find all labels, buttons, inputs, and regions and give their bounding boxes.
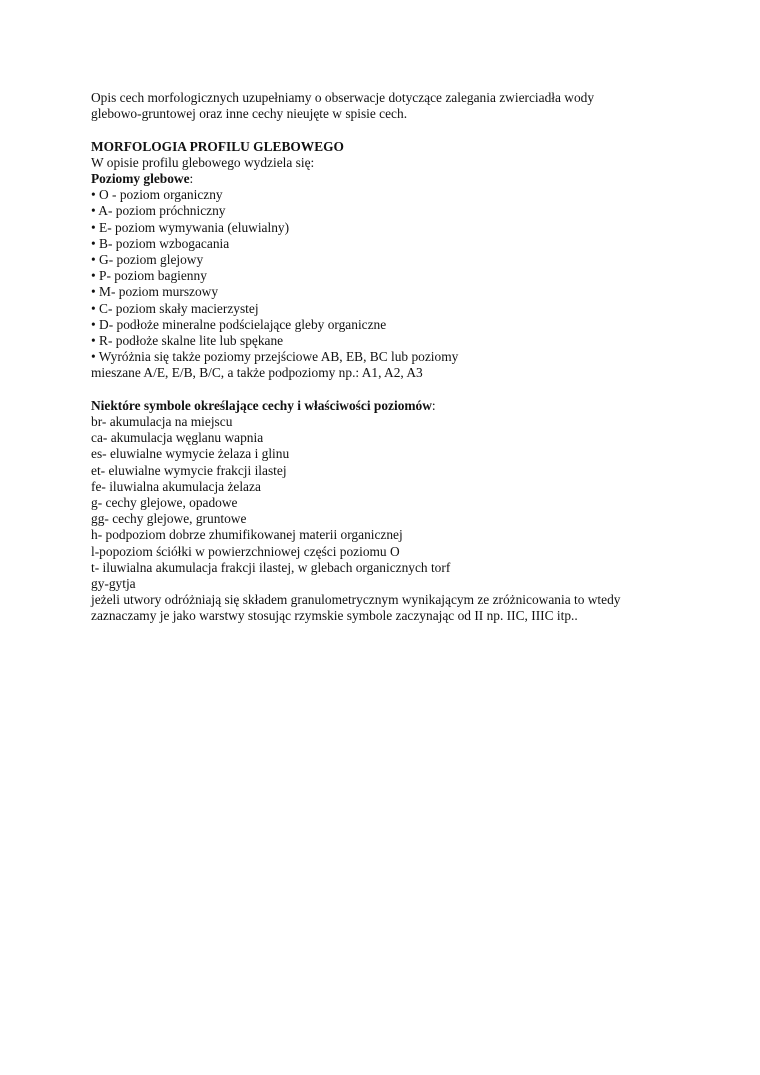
symbol-item: g- cechy glejowe, opadowe — [91, 495, 238, 511]
symbols-heading: Niektóre symbole określające cechy i właściwości poziomów — [91, 397, 432, 413]
paragraph-gap — [91, 382, 691, 398]
symbol-item: br- akumulacja na miejscu — [91, 414, 233, 430]
horizon-item: • M- poziom murszowy — [91, 284, 219, 300]
intro-line: glebowo-gruntowej oraz inne cechy nieujęte w spisie cech. — [91, 106, 408, 122]
horizon-item: • D- podłoże mineralne podścielające gleby organiczne — [91, 316, 387, 332]
document-body — [91, 90, 691, 625]
horizon-item: • A- poziom próchniczny — [91, 203, 226, 219]
horizons-heading: Poziomy glebowe — [91, 171, 190, 186]
horizon-continuation: mieszane A/E, E/B, B/C, a także podpoziomy np.: A1, A2, A3 — [91, 365, 423, 381]
horizon-item: • C- poziom skały macierzystej — [91, 300, 259, 316]
horizon-item: • G- poziom glejowy — [91, 252, 204, 268]
horizon-item: • R- podłoże skalne lite lub spękane — [91, 333, 284, 349]
symbol-item: t- iluwialna akumulacja frakcji ilastej, w glebach organicznych torf — [91, 559, 451, 575]
symbol-item: es- eluwialne wymycie żelaza i glinu — [91, 446, 290, 462]
symbol-item: gy-gytja — [91, 576, 136, 592]
horizon-item: • Wyróżnia się także poziomy przejściowe AB, EB, BC lub poziomy — [91, 349, 459, 365]
symbol-item: et- eluwialne wymycie frakcji ilastej — [91, 462, 287, 478]
symbol-item: ca- akumulacja węglanu wapnia — [91, 430, 264, 446]
horizons-list — [91, 187, 691, 381]
horizons-heading-line — [91, 171, 691, 187]
horizon-item: • E- poziom wymywania (eluwialny) — [91, 219, 290, 235]
symbol-item: fe- iluwialna akumulacja żelaza — [91, 478, 261, 494]
intro-line: Opis cech morfologicznych uzupełniamy o obserwacje dotyczące zalegania zwierciadła wody — [91, 90, 595, 105]
paragraph-gap — [91, 122, 691, 138]
symbol-item: l-popoziom ściółki w powierzchniowej części poziomu O — [91, 543, 400, 559]
horizon-item: • B- poziom wzbogacania — [91, 235, 230, 251]
closing-line: jeżeli utwory odróżniają się składem granulometrycznym wynikającym ze zróżnicowania to wtedy — [91, 592, 621, 608]
intro-paragraph — [91, 90, 691, 122]
symbols-heading-line — [91, 398, 691, 414]
closing-line: zaznaczamy je jako warstwy stosując rzymskie symbole zaczynając od II np. IIC, IIIC itp.. — [91, 608, 578, 624]
symbol-item: gg- cechy glejowe, gruntowe — [91, 511, 247, 527]
symbols-heading-colon: : — [431, 397, 436, 413]
horizon-item: • P- poziom bagienny — [91, 268, 207, 284]
horizons-heading-colon: : — [189, 171, 194, 186]
section-title: MORFOLOGIA PROFILU GLEBOWEGO — [91, 138, 344, 154]
section-intro: W opisie profilu glebowego wydziela się: — [91, 154, 315, 170]
horizon-item: • O - poziom organiczny — [91, 187, 223, 203]
symbol-item: h- podpoziom dobrze zhumifikowanej materii organicznej — [91, 527, 403, 543]
symbols-list — [91, 414, 691, 625]
